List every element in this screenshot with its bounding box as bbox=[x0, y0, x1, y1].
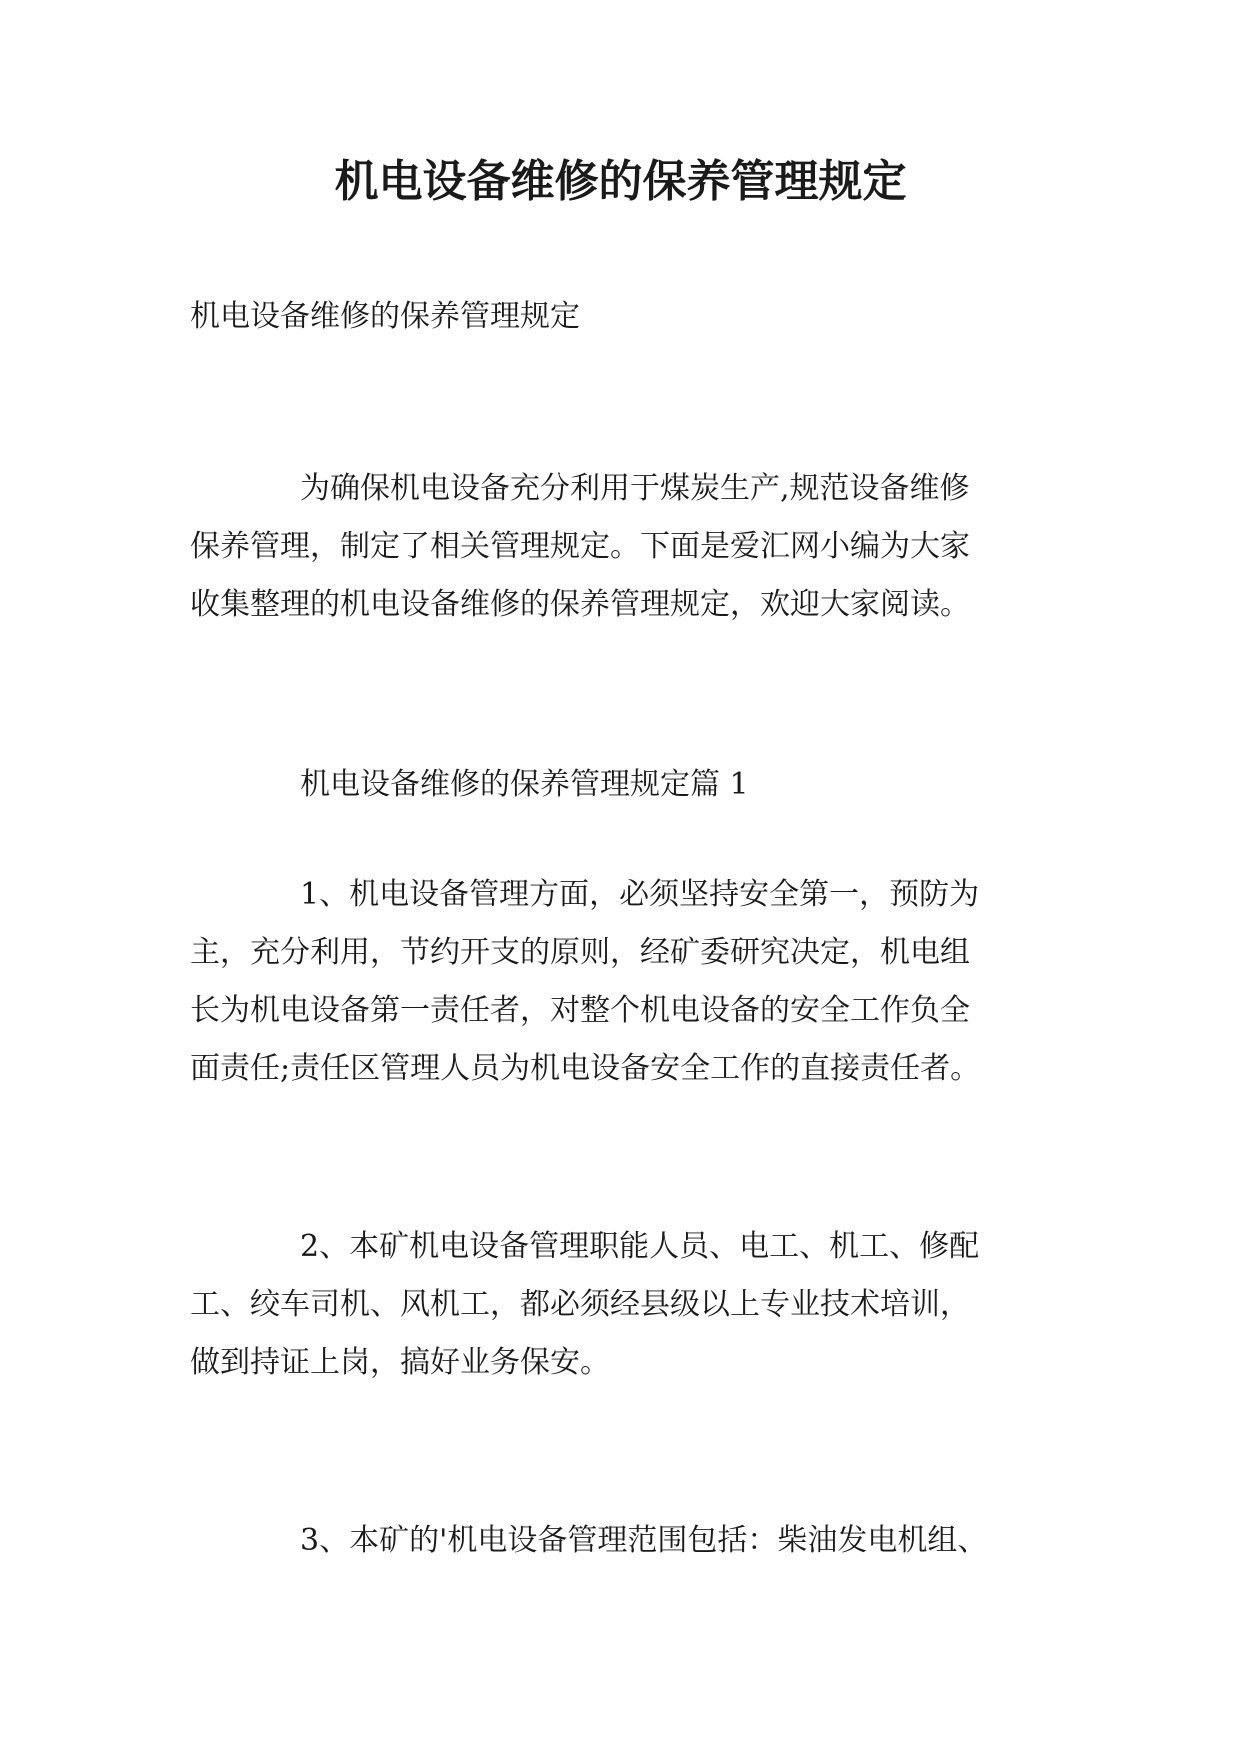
item-3-line-1: 3、本矿的'机电设备管理范围包括：柴油发电机组、 bbox=[300, 1523, 988, 1558]
intro-paragraph bbox=[190, 468, 1070, 642]
item-1-paragraph bbox=[190, 874, 1070, 1106]
item-2-line-1: 2、本矿机电设备管理职能人员、电工、机工、修配 bbox=[300, 1229, 980, 1264]
intro-line-3: 收集整理的机电设备维修的保养管理规定，欢迎大家阅读。 bbox=[190, 587, 970, 622]
document-title: 机电设备维修的保养管理规定 bbox=[334, 156, 907, 207]
section-heading: 机电设备维修的保养管理规定篇 1 bbox=[300, 767, 749, 802]
document-subtitle: 机电设备维修的保养管理规定 bbox=[190, 299, 580, 334]
item-2-line-3: 做到持证上岗，搞好业务保安。 bbox=[190, 1345, 610, 1380]
item-1-line-2: 主，充分利用，节约开支的原则，经矿委研究决定，机电组 bbox=[190, 935, 970, 970]
item-2-paragraph bbox=[190, 1226, 1070, 1400]
item-1-line-4: 面责任;责任区管理人员为机电设备安全工作的直接责任者。 bbox=[190, 1051, 981, 1086]
item-3-paragraph bbox=[190, 1520, 1070, 1578]
item-1-line-1: 1、机电设备管理方面，必须坚持安全第一，预防为 bbox=[300, 877, 980, 912]
item-2-line-2: 工、绞车司机、风机工，都必须经县级以上专业技术培训， bbox=[190, 1287, 970, 1322]
intro-line-1: 为确保机电设备充分利用于煤炭生产,规范设备维修 bbox=[300, 471, 970, 506]
intro-line-2: 保养管理，制定了相关管理规定。下面是爱汇网小编为大家 bbox=[190, 529, 970, 564]
item-1-line-3: 长为机电设备第一责任者，对整个机电设备的安全工作负全 bbox=[190, 993, 970, 1028]
